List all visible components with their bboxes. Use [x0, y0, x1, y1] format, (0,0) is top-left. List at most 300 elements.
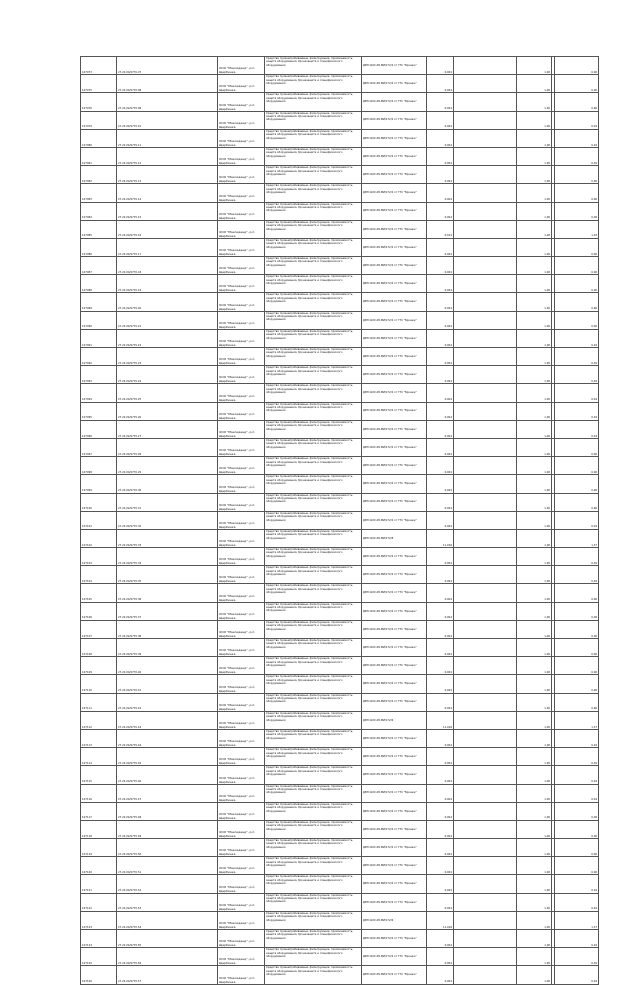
cell-organization: ООО "Максиденд", р.п. Щербинка	[218, 766, 265, 784]
cell-quantity: 0,004	[427, 275, 454, 293]
cell-empty	[454, 293, 517, 311]
cell-code: 27.22.04/9770.37	[117, 602, 218, 620]
cell-quantity: 0,004	[427, 348, 454, 366]
cell-organization: ООО "Максиденд", р.п. Щербинка	[218, 693, 265, 711]
cell-sum: 0,06	[555, 438, 599, 456]
cell-document: ДВП №ЗС.08.МИ/172/2 от ГТС "Бронеж"	[362, 675, 427, 693]
cell-code: 27.22.04/9770.52	[117, 875, 218, 893]
cell-organization: ООО "Максиденд", р.п. Щербинка	[218, 366, 265, 384]
cell-quantity: 0,004	[427, 438, 454, 456]
cell-empty	[454, 238, 517, 256]
cell-code: 27.22.04/9770.25	[117, 384, 218, 402]
cell-sum: 0,04	[555, 948, 599, 966]
cell-code: 27.22.04/9770.14	[117, 184, 218, 202]
cell-document: ДВП №ЗС.08.МИ/172/2 от ГТС "Бронеж"	[362, 602, 427, 620]
cell-description: Средства пуленепробиваемые, фильтрующие, промокаемость, защита оборудования, бронезащита и специфического оборудования	[265, 675, 362, 693]
items-table	[80, 56, 599, 985]
cell-document: ДВП №ЗС.08.МИ/172/2 от ГТС "Бронеж"	[362, 784, 427, 802]
cell-id: 107122	[81, 893, 117, 911]
cell-price: 1,00	[517, 457, 552, 475]
cell-organization: ООО "Максиденд", р.п. Щербинка	[218, 475, 265, 493]
cell-price: 1,00	[517, 75, 552, 93]
cell-price: 1,00	[517, 620, 552, 638]
cell-sum: 0,06	[555, 275, 599, 293]
cell-description: Средства пуленепробиваемые, фильтрующие, промокаемость, защита оборудования, бронезащита и специфического оборудования	[265, 948, 362, 966]
cell-id: 107113	[81, 729, 117, 747]
cell-organization: ООО "Максиденд", р.п. Щербинка	[218, 657, 265, 675]
cell-quantity: 0,004	[427, 457, 454, 475]
cell-empty	[454, 311, 517, 329]
cell-description: Средства пуленепробиваемые, фильтрующие, промокаемость, защита оборудования, бронезащита и специфического оборудования	[265, 584, 362, 602]
cell-code: 27.22.04/9770.34	[117, 548, 218, 566]
cell-quantity: 0,004	[427, 857, 454, 875]
cell-description: Средства пуленепробиваемые, фильтрующие, промокаемость, защита оборудования, бронезащита и специфического оборудования	[265, 911, 362, 929]
cell-description: Средства пуленепробиваемые, фильтрующие, промокаемость, защита оборудования, бронезащита и специфического оборудования	[265, 893, 362, 911]
cell-organization: ООО "Максиденд", р.п. Щербинка	[218, 238, 265, 256]
cell-organization: ООО "Максиденд", р.п. Щербинка	[218, 839, 265, 857]
cell-id: 107075	[81, 75, 117, 93]
cell-document: ДВП №ЗС.08.МИ/172/2 от ГТС "Бронеж"	[362, 329, 427, 347]
cell-sum: 0,04	[555, 420, 599, 438]
cell-document: ДВП №ЗС.08.МИ/172/2 от ГТС "Бронеж"	[362, 584, 427, 602]
cell-description: Средства пуленепробиваемые, фильтрующие, промокаемость, защита оборудования, бронезащита и специфического оборудования	[265, 184, 362, 202]
table-row	[81, 875, 599, 893]
cell-quantity: 0,004	[427, 566, 454, 584]
cell-sum: 0,06	[555, 693, 599, 711]
cell-empty	[454, 257, 517, 275]
cell-document: ДВП №ЗС.08.МИ/172/2 от ГТС "Бронеж"	[362, 893, 427, 911]
cell-price: 1,00	[517, 147, 552, 165]
cell-price: 1,00	[517, 748, 552, 766]
cell-document: ДВП №ЗС.08.МИ/172/2 от ГТС "Бронеж"	[362, 620, 427, 638]
cell-organization: ООО "Максиденд", р.п. Щербинка	[218, 129, 265, 147]
cell-quantity: 0,004	[427, 493, 454, 511]
cell-id: 107079	[81, 111, 117, 129]
cell-description: Средства пуленепробиваемые, фильтрующие, промокаемость, защита оборудования, бронезащита и специфического оборудования	[265, 620, 362, 638]
document-table-sheet	[80, 56, 597, 985]
cell-empty	[454, 675, 517, 693]
cell-id: 107084	[81, 202, 117, 220]
table-row	[81, 257, 599, 275]
table-row	[81, 111, 599, 129]
cell-quantity: 0,004	[427, 475, 454, 493]
cell-document: ДВП №ЗС.08.МИ/172/2 от ГТС "Бронеж"	[362, 802, 427, 820]
cell-sum: 0,04	[555, 766, 599, 784]
cell-price: 1,00	[517, 711, 552, 729]
cell-organization: ООО "Максиденд", р.п. Щербинка	[218, 493, 265, 511]
cell-sum: 0,04	[555, 511, 599, 529]
cell-id: 107109	[81, 657, 117, 675]
cell-price: 1,00	[517, 911, 552, 929]
cell-organization: ООО "Максиденд", р.п. Щербинка	[218, 402, 265, 420]
cell-sum: 0,04	[555, 147, 599, 165]
cell-sum: 0,04	[555, 111, 599, 129]
cell-code: 27.22.04/9770.12	[117, 147, 218, 165]
cell-sum: 0,06	[555, 639, 599, 657]
cell-document: ДВП №ЗС.08.МИ/172/2 от ГТС "Бронеж"	[362, 93, 427, 111]
cell-price: 1,00	[517, 693, 552, 711]
cell-id: 107104	[81, 566, 117, 584]
cell-code: 27.22.04/9770.27	[117, 420, 218, 438]
cell-id: 107090	[81, 311, 117, 329]
cell-document: ДВП №ЗС.08.МИ/172/2 от ГТС "Бронеж"	[362, 166, 427, 184]
cell-price: 1,00	[517, 57, 552, 75]
cell-code: 27.22.04/9770.51	[117, 857, 218, 875]
cell-quantity: 0,004	[427, 930, 454, 948]
cell-id: 107107	[81, 620, 117, 638]
cell-description: Средства пуленепробиваемые, фильтрующие, промокаемость, защита оборудования, бронезащита и специфического оборудования	[265, 111, 362, 129]
cell-sum: 0,04	[555, 930, 599, 948]
cell-price: 1,00	[517, 966, 552, 984]
cell-id: 107102	[81, 529, 117, 547]
cell-id: 107106	[81, 602, 117, 620]
cell-organization: ООО "Максиденд", р.п. Щербинка	[218, 729, 265, 747]
cell-sum: 0,06	[555, 657, 599, 675]
cell-description: Средства пуленепробиваемые, фильтрующие, промокаемость, защита оборудования, бронезащита и специфического оборудования	[265, 202, 362, 220]
cell-organization: ООО "Максиденд", р.п. Щербинка	[218, 548, 265, 566]
cell-description: Средства пуленепробиваемые, фильтрующие, промокаемость, защита оборудования, бронезащита и специфического оборудования	[265, 602, 362, 620]
cell-quantity: 0,004	[427, 511, 454, 529]
cell-organization: ООО "Максиденд", р.п. Щербинка	[218, 948, 265, 966]
cell-quantity: 0,004	[427, 839, 454, 857]
cell-empty	[454, 529, 517, 547]
cell-sum: 0,06	[555, 257, 599, 275]
cell-id: 107118	[81, 820, 117, 838]
cell-price: 1,00	[517, 729, 552, 747]
cell-price: 1,00	[517, 766, 552, 784]
cell-empty	[454, 402, 517, 420]
cell-price: 1,00	[517, 566, 552, 584]
table-row	[81, 493, 599, 511]
table-row	[81, 475, 599, 493]
table-row	[81, 348, 599, 366]
cell-empty	[454, 147, 517, 165]
cell-id: 107087	[81, 257, 117, 275]
cell-price: 1,00	[517, 784, 552, 802]
cell-sum: 1,37	[555, 711, 599, 729]
cell-sum: 0,04	[555, 893, 599, 911]
cell-empty	[454, 493, 517, 511]
cell-quantity: 0,004	[427, 784, 454, 802]
cell-organization: ООО "Максиденд", р.п. Щербинка	[218, 602, 265, 620]
cell-quantity: 0,004	[427, 238, 454, 256]
cell-id: 107123	[81, 911, 117, 929]
cell-description: Средства пуленепробиваемые, фильтрующие, промокаемость, защита оборудования, бронезащита и специфического оборудования	[265, 384, 362, 402]
cell-organization: ООО "Максиденд", р.п. Щербинка	[218, 639, 265, 657]
cell-quantity: 0,004	[427, 420, 454, 438]
cell-quantity: 0,004	[427, 657, 454, 675]
cell-price: 1,00	[517, 402, 552, 420]
cell-empty	[454, 420, 517, 438]
table-row	[81, 693, 599, 711]
table-row	[81, 275, 599, 293]
cell-description: Средства пуленепробиваемые, фильтрующие, промокаемость, защита оборудования, бронезащита и специфического оборудования	[265, 166, 362, 184]
cell-price: 1,00	[517, 511, 552, 529]
cell-price: 1,00	[517, 238, 552, 256]
cell-id: 107089	[81, 293, 117, 311]
cell-organization: ООО "Максиденд", р.п. Щербинка	[218, 293, 265, 311]
cell-document: ДВП №ЗС.08.МИ/172/2 от ГТС "Бронеж"	[362, 438, 427, 456]
cell-id: 107111	[81, 693, 117, 711]
cell-sum: 0,06	[555, 475, 599, 493]
cell-document: ДВП №ЗС.08.МИ/172/2 от ГТС "Бронеж"	[362, 511, 427, 529]
cell-id: 107110	[81, 675, 117, 693]
cell-empty	[454, 857, 517, 875]
cell-code: 27.22.04/9770.26	[117, 402, 218, 420]
cell-empty	[454, 111, 517, 129]
cell-code: 27.22.04/9770.47	[117, 784, 218, 802]
cell-id: 107114	[81, 748, 117, 766]
cell-description: Средства пуленепробиваемые, фильтрующие, промокаемость, защита оборудования, бронезащита и специфического оборудования	[265, 75, 362, 93]
cell-code: 27.22.04/9770.30	[117, 475, 218, 493]
cell-description: Средства пуленепробиваемые, фильтрующие, промокаемость, защита оборудования, бронезащита и специфического оборудования	[265, 311, 362, 329]
cell-price: 1,00	[517, 930, 552, 948]
cell-document: ДВП №ЗС.08.МИ/172/2 от ГТС "Бронеж"	[362, 930, 427, 948]
cell-document: ДВП №ЗС.08.МИ/172/2 от ГТС "Бронеж"	[362, 857, 427, 875]
cell-code: 27.22.04/9770.11	[117, 129, 218, 147]
cell-quantity: 11,004	[427, 529, 454, 547]
cell-organization: ООО "Максиденд", р.п. Щербинка	[218, 566, 265, 584]
table-row	[81, 620, 599, 638]
cell-sum: 0,04	[555, 566, 599, 584]
cell-code: 27.22.04/9770.50	[117, 839, 218, 857]
cell-code: 27.22.04/9770.29	[117, 457, 218, 475]
cell-price: 1,00	[517, 475, 552, 493]
cell-empty	[454, 729, 517, 747]
cell-price: 1,00	[517, 111, 552, 129]
cell-id: 107124	[81, 930, 117, 948]
cell-id: 107115	[81, 766, 117, 784]
cell-quantity: 0,004	[427, 729, 454, 747]
cell-id: 107117	[81, 802, 117, 820]
cell-organization: ООО "Максиденд", р.п. Щербинка	[218, 820, 265, 838]
cell-code: 27.22.04/9770.24	[117, 366, 218, 384]
cell-sum: 0,04	[555, 875, 599, 893]
cell-quantity: 0,004	[427, 602, 454, 620]
cell-quantity: 0,004	[427, 948, 454, 966]
cell-empty	[454, 75, 517, 93]
cell-id: 107093	[81, 366, 117, 384]
cell-document: ДВП №ЗС.08.МИ/172/2 от ГТС "Бронеж"	[362, 275, 427, 293]
cell-empty	[454, 129, 517, 147]
cell-description: Средства пуленепробиваемые, фильтрующие, промокаемость, защита оборудования, бронезащита и специфического оборудования	[265, 457, 362, 475]
cell-id: 107112	[81, 711, 117, 729]
cell-organization: ООО "Максиденд", р.п. Щербинка	[218, 857, 265, 875]
cell-document: ДВП №ЗС.08.МИ/172/2 от ГТС "Бронеж"	[362, 839, 427, 857]
cell-organization: ООО "Максиденд", р.п. Щербинка	[218, 748, 265, 766]
cell-quantity: 0,004	[427, 329, 454, 347]
cell-code: 27.22.04/9770.38	[117, 620, 218, 638]
cell-code: 27.22.04/9770.22	[117, 329, 218, 347]
cell-organization: ООО "Максиденд", р.п. Щербинка	[218, 111, 265, 129]
cell-document: ДВП №ЗС.08.МИ/172/2 от ГТС "Бронеж"	[362, 111, 427, 129]
cell-id: 107088	[81, 275, 117, 293]
table-row	[81, 147, 599, 165]
cell-document: ДВП №ЗС.08.МИ/172/2 от ГТС "Бронеж"	[362, 75, 427, 93]
cell-description: Средства пуленепробиваемые, фильтрующие, промокаемость, защита оборудования, бронезащита и специфического оборудования	[265, 493, 362, 511]
cell-price: 1,00	[517, 820, 552, 838]
cell-organization: ООО "Максиденд", р.п. Щербинка	[218, 966, 265, 984]
table-row	[81, 893, 599, 911]
cell-empty	[454, 57, 517, 75]
cell-id: 107086	[81, 238, 117, 256]
cell-document: ДВП №ЗС.08.МИ/172/2 от ГТС "Бронеж"	[362, 820, 427, 838]
cell-document: ДВП №ЗС.08.МИ/172/2 от ГТС "Бронеж"	[362, 639, 427, 657]
cell-sum: 0,06	[555, 857, 599, 875]
table-row	[81, 57, 599, 75]
cell-empty	[454, 438, 517, 456]
table-row	[81, 711, 599, 729]
cell-organization: ООО "Максиденд", р.п. Щербинка	[218, 438, 265, 456]
cell-price: 1,00	[517, 839, 552, 857]
cell-description: Средства пуленепробиваемые, фильтрующие, промокаемость, защита оборудования, бронезащита и специфического оборудования	[265, 257, 362, 275]
cell-description: Средства пуленепробиваемые, фильтрующие, промокаемость, защита оборудования, бронезащита и специфического оборудования	[265, 511, 362, 529]
cell-document: ДВП №ЗС.08.МИ/172/2 от ГТС "Бронеж"	[362, 311, 427, 329]
cell-description: Средства пуленепробиваемые, фильтрующие, промокаемость, защита оборудования, бронезащита и специфического оборудования	[265, 529, 362, 547]
cell-sum: 0,06	[555, 184, 599, 202]
cell-description: Средства пуленепробиваемые, фильтрующие, промокаемость, защита оборудования, бронезащита и специфического оборудования	[265, 293, 362, 311]
cell-document: ДВП №ЗС.08.МИ/172/2 от ГТС "Бронеж"	[362, 493, 427, 511]
cell-description: Средства пуленепробиваемые, фильтрующие, промокаемость, защита оборудования, бронезащита и специфического оборудования	[265, 802, 362, 820]
cell-organization: ООО "Максиденд", р.п. Щербинка	[218, 75, 265, 93]
cell-empty	[454, 966, 517, 984]
cell-description: Средства пуленепробиваемые, фильтрующие, промокаемость, защита оборудования, бронезащита и специфического оборудования	[265, 566, 362, 584]
table-row	[81, 566, 599, 584]
cell-document: ДВП №ЗС.08.МИ/172/2 от ГТС "Бронеж"	[362, 220, 427, 238]
cell-code: 27.22.04/9770.35	[117, 566, 218, 584]
table-row	[81, 766, 599, 784]
cell-code: 27.22.04/9770.45	[117, 748, 218, 766]
cell-quantity: 11,004	[427, 711, 454, 729]
cell-code: 27.22.04/9770.57	[117, 966, 218, 984]
cell-id: 107100	[81, 493, 117, 511]
table-row	[81, 639, 599, 657]
cell-code: 27.22.04/9770.18	[117, 257, 218, 275]
cell-description: Средства пуленепробиваемые, фильтрующие, промокаемость, защита оборудования, бронезащита и специфического оборудования	[265, 420, 362, 438]
cell-quantity: 0,004	[427, 75, 454, 93]
cell-price: 1,00	[517, 529, 552, 547]
cell-document: ДВП №ЗС.08.МИ/172/2 от ГТС "Бронеж"	[362, 548, 427, 566]
cell-sum: 0,04	[555, 384, 599, 402]
cell-price: 1,00	[517, 584, 552, 602]
cell-id: 107125	[81, 948, 117, 966]
cell-code: 27.22.04/9770.23	[117, 348, 218, 366]
cell-description: Средства пуленепробиваемые, фильтрующие, промокаемость, защита оборудования, бронезащита и специфического оборудования	[265, 930, 362, 948]
cell-quantity: 0,004	[427, 675, 454, 693]
cell-id: 107098	[81, 457, 117, 475]
cell-quantity: 0,004	[427, 639, 454, 657]
cell-organization: ООО "Максиденд", р.п. Щербинка	[218, 184, 265, 202]
cell-quantity: 0,004	[427, 748, 454, 766]
table-row	[81, 129, 599, 147]
cell-id: 107097	[81, 438, 117, 456]
cell-quantity: 0,004	[427, 402, 454, 420]
table-row	[81, 784, 599, 802]
cell-description: Средства пуленепробиваемые, фильтрующие, промокаемость, защита оборудования, бронезащита и специфического оборудования	[265, 548, 362, 566]
cell-description: Средства пуленепробиваемые, фильтрующие, промокаемость, защита оборудования, бронезащита и специфического оборудования	[265, 784, 362, 802]
cell-quantity: 0,004	[427, 366, 454, 384]
table-row	[81, 293, 599, 311]
cell-empty	[454, 220, 517, 238]
cell-price: 1,00	[517, 493, 552, 511]
cell-price: 1,00	[517, 366, 552, 384]
cell-empty	[454, 748, 517, 766]
cell-code: 27.22.04/9770.36	[117, 584, 218, 602]
cell-organization: ООО "Максиденд", р.п. Щербинка	[218, 166, 265, 184]
cell-code: 27.22.04/9770.42	[117, 693, 218, 711]
cell-sum: 0,06	[555, 584, 599, 602]
cell-document: ДВП №ЗС.08.МИ/172/2 от ГТС "Бронеж"	[362, 766, 427, 784]
cell-empty	[454, 930, 517, 948]
cell-quantity: 0,004	[427, 802, 454, 820]
table-row	[81, 511, 599, 529]
cell-organization: ООО "Максиденд", р.п. Щербинка	[218, 875, 265, 893]
cell-empty	[454, 620, 517, 638]
cell-description: Средства пуленепробиваемые, фильтрующие, промокаемость, защита оборудования, бронезащита и специфического оборудования	[265, 693, 362, 711]
cell-quantity: 0,004	[427, 293, 454, 311]
cell-code: 27.22.04/9770.17	[117, 238, 218, 256]
cell-document: ДВП №ЗС.08.МИ/172/2 от ГТС "Бронеж"	[362, 748, 427, 766]
table-row	[81, 802, 599, 820]
cell-quantity: 0,004	[427, 202, 454, 220]
cell-id: 107085	[81, 220, 117, 238]
table-row	[81, 75, 599, 93]
cell-document: ДВП №ЗС.08.МИ/172/2 от ГТС "Бронеж"	[362, 475, 427, 493]
cell-price: 1,00	[517, 257, 552, 275]
cell-empty	[454, 366, 517, 384]
cell-id: 107105	[81, 584, 117, 602]
cell-code: 27.22.04/9770.56	[117, 948, 218, 966]
cell-price: 1,00	[517, 329, 552, 347]
cell-empty	[454, 384, 517, 402]
cell-price: 1,00	[517, 857, 552, 875]
cell-empty	[454, 184, 517, 202]
cell-quantity: 0,004	[427, 820, 454, 838]
cell-document: ДВП №ЗС.08.МИ/172/2 от ГТС "Бронеж"	[362, 384, 427, 402]
cell-quantity: 0,004	[427, 620, 454, 638]
cell-code: 27.22.04/9770.39	[117, 639, 218, 657]
table-row	[81, 402, 599, 420]
cell-organization: ООО "Максиденд", р.п. Щербинка	[218, 57, 265, 75]
cell-sum: 0,06	[555, 802, 599, 820]
cell-id: 107103	[81, 548, 117, 566]
cell-empty	[454, 511, 517, 529]
cell-empty	[454, 475, 517, 493]
cell-sum: 0,04	[555, 729, 599, 747]
cell-organization: ООО "Максиденд", р.п. Щербинка	[218, 311, 265, 329]
table-row	[81, 238, 599, 256]
cell-document: ДВП №ЗС.08.МИ/172/2 от ГТС "Бронеж"	[362, 147, 427, 165]
table-row	[81, 857, 599, 875]
cell-document: ДВП №ЗС.08.МИ/172/2 от ГТС "Бронеж"	[362, 238, 427, 256]
cell-price: 1,00	[517, 602, 552, 620]
cell-document: ДВП №ЗС.08.МИ/172/6	[362, 911, 427, 929]
cell-document: ДВП №ЗС.08.МИ/172/2 от ГТС "Бронеж"	[362, 566, 427, 584]
cell-code: 27.22.04/9770.55	[117, 930, 218, 948]
cell-organization: ООО "Максиденд", р.п. Щербинка	[218, 930, 265, 948]
cell-description: Средства пуленепробиваемые, фильтрующие, промокаемость, защита оборудования, бронезащита и специфического оборудования	[265, 275, 362, 293]
cell-description: Средства пуленепробиваемые, фильтрующие, промокаемость, защита оборудования, бронезащита и специфического оборудования	[265, 820, 362, 838]
cell-empty	[454, 166, 517, 184]
cell-sum: 0,06	[555, 238, 599, 256]
table-row	[81, 820, 599, 838]
cell-description: Средства пуленепробиваемые, фильтрующие, промокаемость, защита оборудования, бронезащита и специфического оборудования	[265, 402, 362, 420]
cell-empty	[454, 802, 517, 820]
cell-document: ДВП №ЗС.08.МИ/172/2 от ГТС "Бронеж"	[362, 257, 427, 275]
table-row	[81, 748, 599, 766]
cell-sum: 0,06	[555, 493, 599, 511]
cell-description: Средства пуленепробиваемые, фильтрующие, промокаемость, защита оборудования, бронезащита и специфического оборудования	[265, 711, 362, 729]
